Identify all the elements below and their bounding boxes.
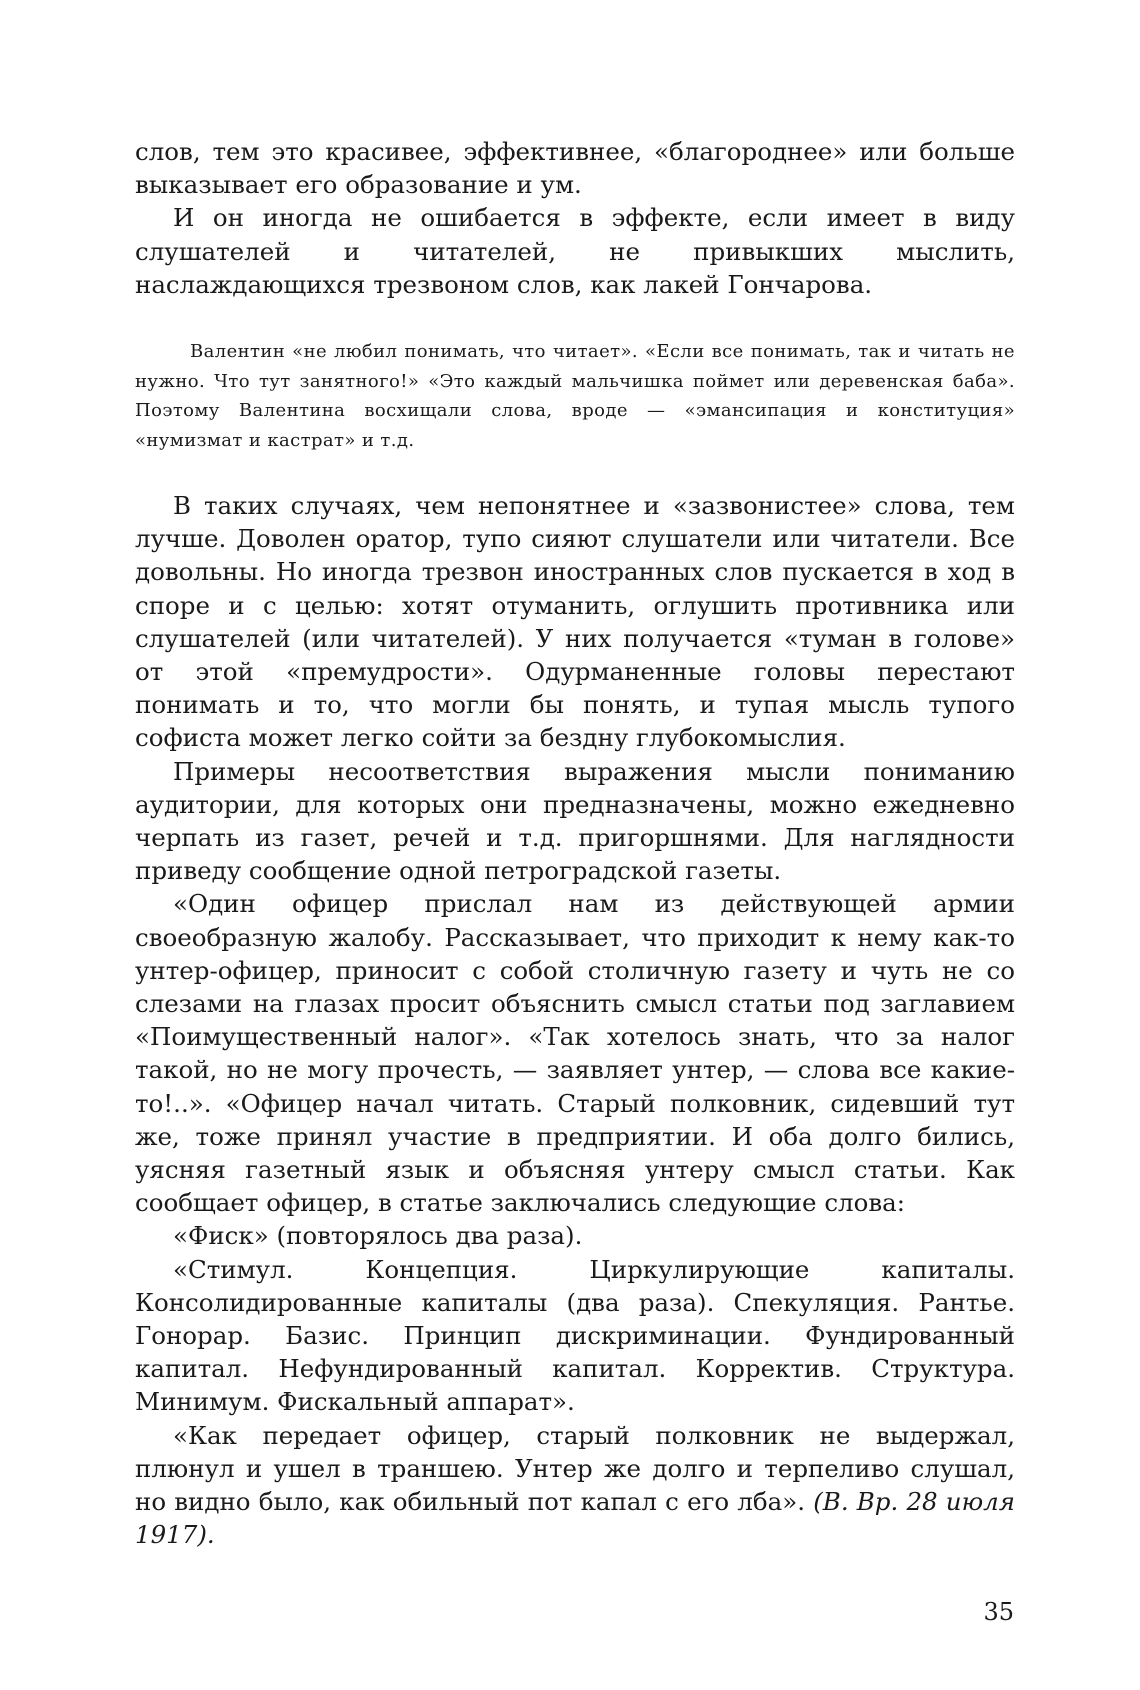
quote-paragraph: «Фиск» (повторялось два раза).: [173, 1221, 583, 1251]
paragraph-continuation: слов, тем это красивее, эффективнее, «благороднее» или больше выказывает его образование и ум.: [135, 137, 1015, 200]
top-text-block: [135, 135, 1015, 301]
quote-word-list: «Стимул. Концепция. Циркулирующие капиталы. Консолидированные капиталы (два раза). Спекуляция. Рантье. Гонорар. Базис. Принцип дискриминации. Фундированный капитал. Нефундированный капитал. Корректив. Структура. Минимум. Фискальный аппарат».: [135, 1254, 1015, 1417]
footnote-block: [135, 337, 1015, 455]
paragraph: И он иногда не ошибается в эффекте, если имеет в виду слушателей и читателей, не привыкших мыслить, наслаждающихся трезвоном слов, как лакей Гончарова.: [135, 203, 1015, 299]
final-quote-text: «Как передает офицер, старый полковник не выдержал, плюнул и ушел в траншею. Унтер же долго и терпеливо слушал, но видно было, как обильный пот капал с его лба».: [135, 1420, 1015, 1517]
page-number: 35: [983, 1598, 1014, 1626]
paragraph: Примеры несоответствия выражения мысли пониманию аудитории, для которых они предназначены, можно ежедневно черпать из газет, речей и т.д. пригоршнями. Для наглядности приведу сообщение одной петроградской газеты.: [135, 756, 1015, 886]
quote-paragraph-final: [135, 1419, 1015, 1552]
body-text-block: [135, 489, 1015, 1552]
quote-paragraph: «Один офицер прислал нам из действующей армии своеобразную жалобу. Рассказывает, что приходит к нему как-то унтер-офицер, приносит с собой столичную газету и чуть не со слезами на глазах просит объяснить смысл статьи под заглавием «Поимущественный налог». «Так хотелось знать, что за налог такой, но не могу прочесть, — заявляет унтер, — слова все какие-то!..». «Офицер начал читать. Старый полковник, сидевший тут же, тоже принял участие в предприятии. И оба долго бились, уясняя газетный язык и объясняя унтеру смысл статьи. Как сообщает офицер, в статье заключались следующие слова:: [135, 889, 1015, 1218]
paragraph: В таких случаях, чем непонятнее и «зазвонистее» слова, тем лучше. Доволен оратор, тупо сияют слушатели или читатели. Все довольны. Но иногда трезвон иностранных слов пускается в ход в споре и с целью: хотят отуманить, оглушить противника или слушателей (или читателей). У них получается «туман в голове» от этой «премудрости». Одурманенные головы перестают понимать и то, что могли бы понять, и тупая мысль тупого софиста может легко сойти за бездну глубокомыслия.: [135, 491, 1015, 753]
footnote-text: Валентин «не любил понимать, что читает». «Если все понимать, так и читать не нужно. Что тут занятного!» «Это каждый мальчишка поймет или деревенская баба». Поэтому Валентина восхищали слова, вроде — «эмансипация и конституция» «нумизмат и кастрат» и т.д.: [135, 341, 1015, 451]
citation: (В. Вр. 28 июля 1917).: [135, 1487, 1015, 1550]
